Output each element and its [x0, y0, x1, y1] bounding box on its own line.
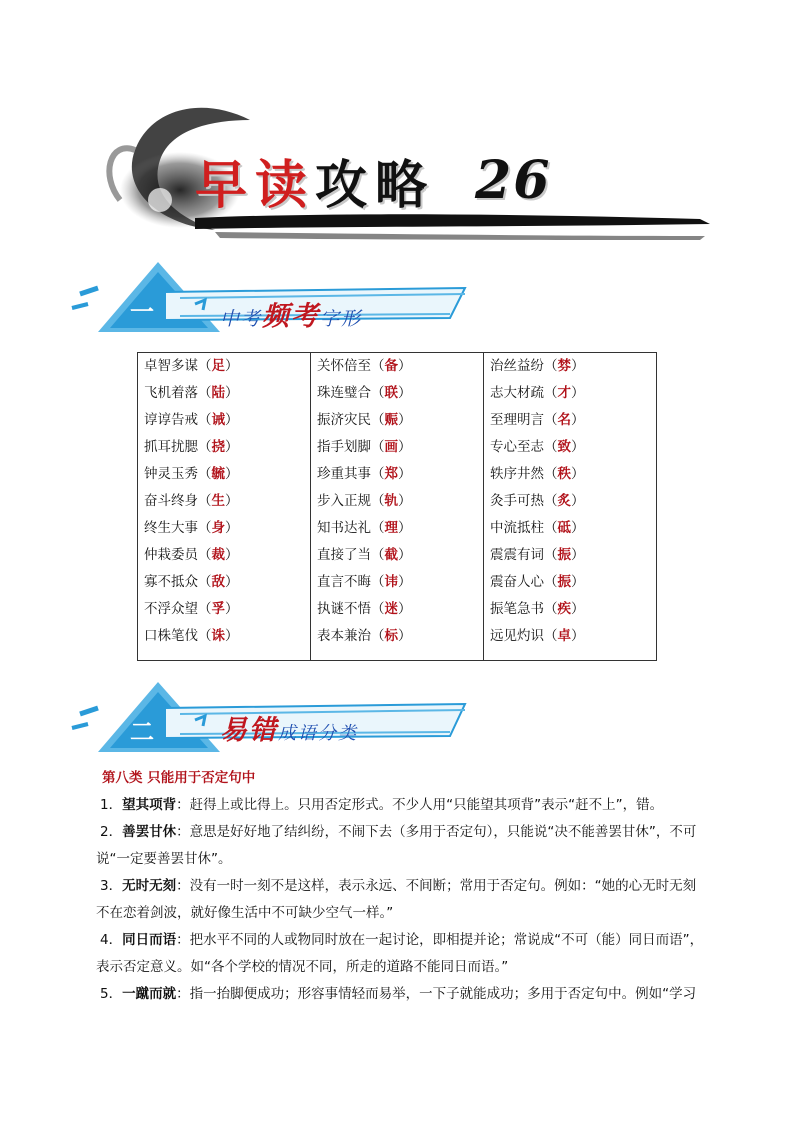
idiom-text: 谆谆告戒 [144, 412, 198, 428]
correct-character: 疾 [557, 601, 571, 617]
list-item: 珍重其事（郑） [317, 466, 412, 482]
correct-character: 振 [557, 574, 571, 590]
list-item: 震奋人心（振） [490, 574, 585, 590]
explanation-item [98, 981, 718, 1008]
explanation-item [98, 792, 718, 819]
correct-character: 迷 [384, 601, 398, 617]
idiom-text: 远见灼识 [490, 628, 544, 644]
correct-character: 截 [384, 547, 398, 563]
idiom-text: 至理明言 [490, 412, 544, 428]
idiom-text: 仲栽委员 [144, 547, 198, 563]
table-column-2 [311, 353, 484, 661]
definition-text: ：赶得上或比得上。只用否定形式。不少人用“只能望其项背”表示“赶不上”，错。 [176, 797, 664, 813]
idiom-text: 中流抵柱 [490, 520, 544, 536]
section-1-label: 中考 频考 字形 [220, 301, 363, 332]
list-item: 卓智多谋（足） [144, 358, 239, 374]
idiom-text: 振笔急书 [490, 601, 544, 617]
idiom-text: 振济灾民 [317, 412, 371, 428]
list-item: 直接了当（截） [317, 547, 412, 563]
correct-character: 标 [384, 628, 398, 644]
correct-character: 毓 [211, 466, 225, 482]
idiom-text: 不浮众望 [144, 601, 198, 617]
idiom-text: 口株笔伐 [144, 628, 198, 644]
correct-character: 卓 [557, 628, 571, 644]
idiom-text: 步入正规 [317, 493, 371, 509]
category-subtitle: 第八类 只能用于否定句中 [102, 770, 256, 786]
idiom-text: 寡不抵众 [144, 574, 198, 590]
list-item: 表本兼治（标） [317, 628, 412, 644]
idiom-text: 专心至志 [490, 439, 544, 455]
list-item: 中流抵柱（砥） [490, 520, 585, 536]
correct-character: 秩 [557, 466, 571, 482]
correct-character: 裁 [211, 547, 225, 563]
definition-text: ：指一抬脚便成功；形容事情轻而易举，一下子就能成功；多用于否定句中。例如“学习 [176, 986, 697, 1002]
list-item: 仲栽委员（裁） [144, 547, 239, 563]
title-part-red: 早读 [195, 154, 316, 216]
explanation-item [98, 873, 718, 900]
correct-character: 才 [557, 385, 571, 401]
idiom-text: 执谜不悟 [317, 601, 371, 617]
idiom-text: 珍重其事 [317, 466, 371, 482]
correct-character: 轨 [384, 493, 398, 509]
section-2-label: 易错 成语分类 [220, 715, 358, 746]
list-item: 至理明言（名） [490, 412, 585, 428]
idiom-term: 无时无刻 [122, 878, 177, 894]
list-item: 口株笔伐（诛） [144, 628, 239, 644]
table-column-3 [484, 353, 657, 661]
item-number: 5． [100, 986, 123, 1002]
definition-text: ：把水平不同的人或物同时放在一起讨论，即相提并论；常说成“不可（能）同日而语”， [176, 932, 704, 948]
title-part-black: 攻略 [315, 154, 436, 216]
list-item: 不浮众望（孚） [144, 601, 239, 617]
correct-character: 生 [211, 493, 225, 509]
idiom-text: 奋斗终身 [144, 493, 198, 509]
correct-character: 联 [384, 385, 398, 401]
idiom-text: 灸手可热 [490, 493, 544, 509]
list-item: 专心至志（致） [490, 439, 585, 455]
item-number: 2． [100, 824, 123, 840]
list-item: 直言不晦（讳） [317, 574, 412, 590]
correct-character: 砥 [557, 520, 571, 536]
idiom-text: 治丝益纷 [490, 358, 544, 374]
explanation-item [98, 927, 718, 954]
definition-text: ：意思是好好地了结纠纷，不闹下去（多用于否定句），只能说“决不能善罢甘休”，不可 [176, 824, 697, 840]
list-item: 谆谆告戒（诫） [144, 412, 239, 428]
list-item: 寡不抵众（敌） [144, 574, 239, 590]
correct-character: 陆 [211, 385, 225, 401]
correct-character: 名 [557, 412, 571, 428]
idiom-text: 卓智多谋 [144, 358, 198, 374]
list-item: 步入正规（轨） [317, 493, 412, 509]
correct-character: 讳 [384, 574, 398, 590]
correct-character: 郑 [384, 466, 398, 482]
list-item: 指手划脚（画） [317, 439, 412, 455]
list-item: 志大材疏（才） [490, 385, 585, 401]
idiom-text: 指手划脚 [317, 439, 371, 455]
section-2-number: 二 [130, 717, 154, 746]
idiom-text: 关怀倍至 [317, 358, 371, 374]
correct-character: 身 [211, 520, 225, 536]
correct-character: 敌 [211, 574, 225, 590]
list-item: 知书达礼（理） [317, 520, 412, 536]
item-number: 4． [100, 932, 123, 948]
correct-character: 诛 [211, 628, 225, 644]
page-title [195, 149, 552, 216]
explanation-item [98, 819, 718, 846]
correct-character: 理 [384, 520, 398, 536]
list-item: 钟灵玉秀（毓） [144, 466, 239, 482]
list-item: 远见灼识（卓） [490, 628, 585, 644]
idiom-text: 轶序井然 [490, 466, 544, 482]
definition-continuation: 不在恋着剑波，就好像生活中不可缺少空气一样。” [96, 905, 394, 921]
list-item: 奋斗终身（生） [144, 493, 239, 509]
list-item: 飞机着落（陆） [144, 385, 239, 401]
correct-character: 足 [211, 358, 225, 374]
idiom-term: 望其项背 [122, 797, 177, 813]
idiom-term: 同日而语 [122, 932, 177, 948]
list-item: 珠连璧合（联） [317, 385, 412, 401]
idiom-text: 终生大事 [144, 520, 198, 536]
idiom-text: 震奋人心 [490, 574, 544, 590]
correct-character: 画 [384, 439, 398, 455]
correct-character: 炙 [557, 493, 571, 509]
correct-character: 诫 [211, 412, 225, 428]
idiom-text: 钟灵玉秀 [144, 466, 198, 482]
correct-character: 振 [557, 547, 571, 563]
list-item: 轶序井然（秩） [490, 466, 585, 482]
list-item: 振笔急书（疾） [490, 601, 585, 617]
list-item: 关怀倍至（备） [317, 358, 412, 374]
idiom-text: 表本兼治 [317, 628, 371, 644]
list-item: 灸手可热（炙） [490, 493, 585, 509]
title-number: 26 [475, 149, 552, 211]
item-number: 3． [100, 878, 123, 894]
correct-character: 孚 [211, 601, 225, 617]
list-item: 震震有词（振） [490, 547, 585, 563]
correct-character: 赈 [384, 412, 398, 428]
idiom-text: 震震有词 [490, 547, 544, 563]
section-2-heading [70, 678, 480, 758]
correct-character: 致 [557, 439, 571, 455]
list-item: 终生大事（身） [144, 520, 239, 536]
idiom-text: 珠连璧合 [317, 385, 371, 401]
ink-brush-decoration [0, 0, 794, 260]
definition-text: ：没有一时一刻不是这样，表示永远、不间断；常用于否定句。例如：“她的心无时无刻 [176, 878, 697, 894]
idiom-text: 直言不晦 [317, 574, 371, 590]
idiom-text: 飞机着落 [144, 385, 198, 401]
section-1-heading [70, 258, 480, 338]
idiom-explanations [98, 765, 718, 1008]
correct-character: 棼 [557, 358, 571, 374]
idiom-text: 抓耳扰腮 [144, 439, 198, 455]
list-item: 振济灾民（赈） [317, 412, 412, 428]
list-item: 执谜不悟（迷） [317, 601, 412, 617]
table-column-1 [138, 353, 311, 661]
correct-character: 挠 [211, 439, 225, 455]
section-1-number: 一 [130, 297, 154, 326]
idiom-correction-table [137, 352, 657, 661]
definition-continuation: 说“一定要善罢甘休”。 [96, 851, 232, 867]
list-item: 抓耳扰腮（挠） [144, 439, 239, 455]
idiom-term: 一蹴而就 [122, 986, 177, 1002]
list-item: 治丝益纷（棼） [490, 358, 585, 374]
idiom-text: 直接了当 [317, 547, 371, 563]
idiom-text: 志大材疏 [490, 385, 544, 401]
correct-character: 备 [384, 358, 398, 374]
idiom-text: 知书达礼 [317, 520, 371, 536]
item-number: 1． [100, 797, 123, 813]
definition-continuation: 表示否定意义。如“各个学校的情况不同，所走的道路不能同日而语。” [96, 959, 509, 975]
idiom-term: 善罢甘休 [122, 824, 177, 840]
